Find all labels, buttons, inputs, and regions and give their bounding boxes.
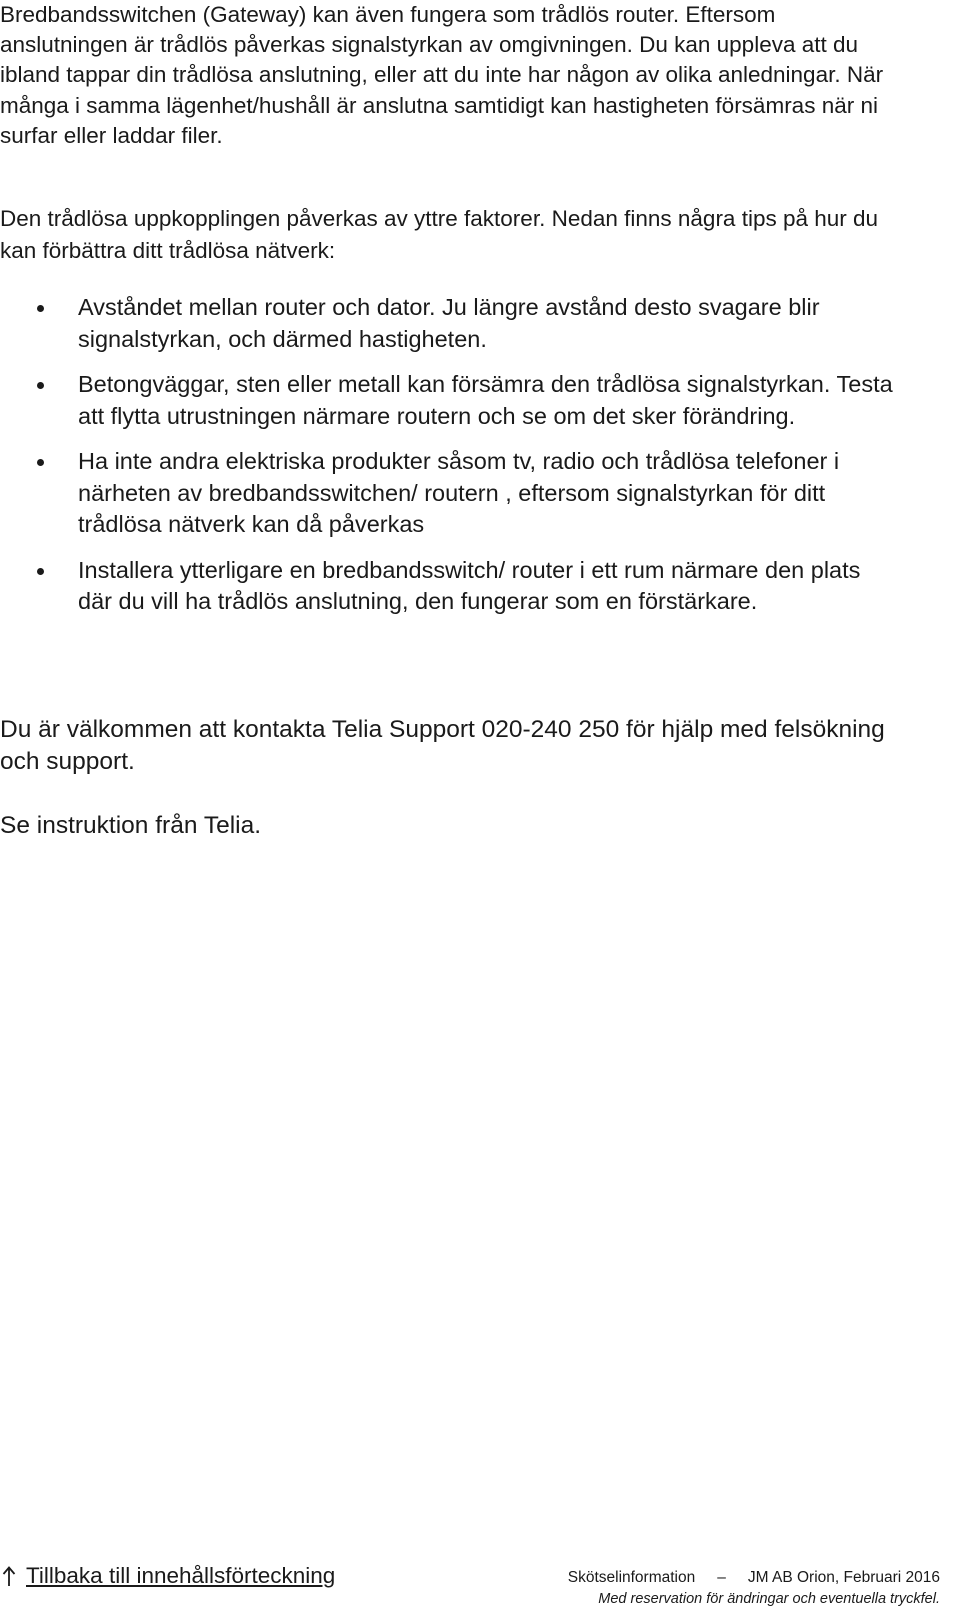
doc-title: Skötselinformation — [567, 1569, 696, 1586]
factors-paragraph: Den trådlösa uppkopplingen påverkas av yttre faktorer. Nedan finns några tips på hur du kan förbättra ditt trådlösa nätverk: — [0, 206, 879, 263]
disclaimer: Med reservation för ändringar och eventuella tryckfel. — [598, 1591, 940, 1607]
footer-info-block — [568, 1567, 940, 1609]
footer-info-line — [568, 1567, 940, 1589]
list-item — [0, 369, 900, 432]
arrow-up-icon — [2, 1565, 16, 1587]
tip-text: Betongväggar, sten eller metall kan försämra den trådlösa signalstyrkan. Testa att flytta utrustningen närmare routern och se om det sker förändring. — [78, 371, 893, 429]
list-item — [0, 292, 900, 355]
contact-paragraph: Du är välkommen att kontakta Telia Support 020-240 250 för hjälp med felsökning och support. — [0, 716, 885, 775]
tips-list — [0, 292, 900, 632]
back-to-contents-link[interactable] — [0, 1562, 335, 1590]
instruction-paragraph: Se instruktion från Telia. — [0, 812, 262, 839]
bullet-icon — [37, 382, 44, 389]
company-date: JM AB Orion, Februari 2016 — [747, 1569, 940, 1586]
tip-text: Installera ytterligare en bredbandsswitch/ router i ett rum närmare den plats där du vill ha trådlös anslutning, den fungerar som en förstärkare. — [78, 556, 861, 614]
intro-paragraph: Bredbandsswitchen (Gateway) kan även fungera som trådlös router. Eftersom anslutningen är trådlös påverkas signalstyrkan av omgivningen. Du kan uppleva att du ibland tappar din trådlösa anslutning, eller att du inte har någon av olika anledningar. När många i samma lägenhet/hushåll är anslutna samtidigt kan hastigheten försämras när ni surfar eller laddar filer. — [0, 2, 884, 148]
back-link-label: Tillbaka till innehållsförteckning — [26, 1563, 336, 1588]
tip-text: Ha inte andra elektriska produkter såsom tv, radio och trådlösa telefoner i närheten av bredbandsswitchen/ routern , eftersom signalstyrkan för ditt trådlösa nätverk kan då påverkas — [78, 448, 840, 537]
list-item — [0, 555, 900, 618]
tip-text: Avståndet mellan router och dator. Ju längre avstånd desto svagare blir signalstyrkan, och därmed hastigheten. — [78, 294, 820, 352]
bullet-icon — [37, 305, 44, 312]
list-item — [0, 446, 900, 541]
bullet-icon — [37, 568, 44, 575]
bullet-icon — [37, 459, 44, 466]
footer-dash: – — [717, 1569, 726, 1586]
